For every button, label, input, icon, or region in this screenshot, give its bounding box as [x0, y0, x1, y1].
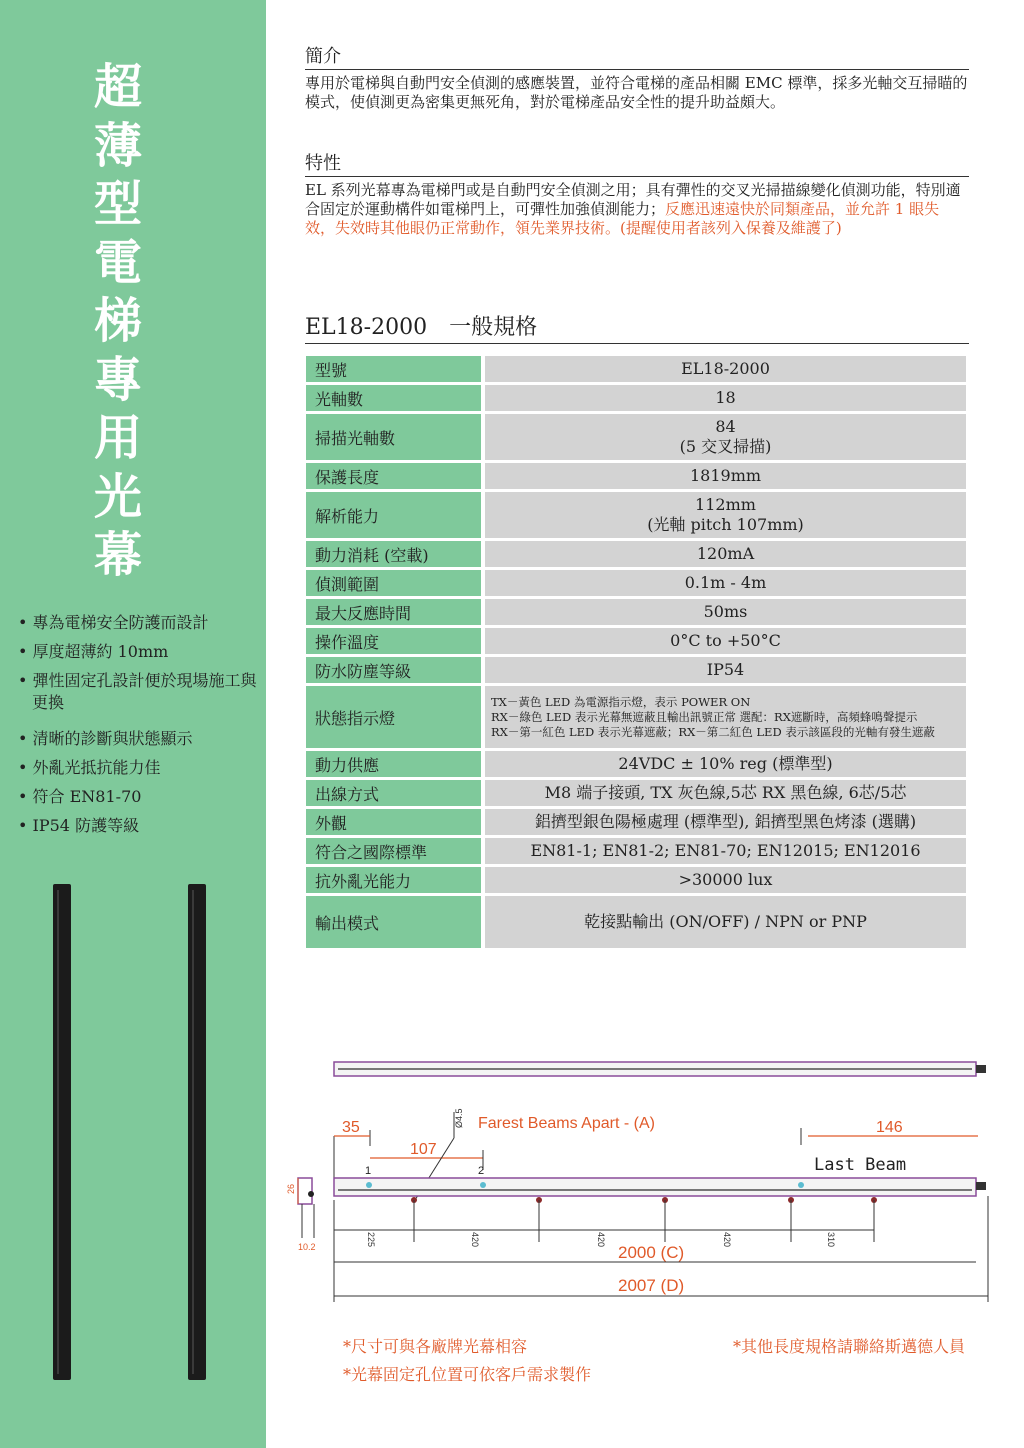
- spec-value: [485, 599, 966, 625]
- spec-value: [485, 867, 966, 893]
- spec-row: [306, 463, 966, 489]
- feature-item: • 彈性固定孔設計便於現場施工與更換: [18, 670, 258, 714]
- spec-heading: EL18-2000 一般規格: [305, 314, 969, 344]
- spec-label: 最大反應時間: [306, 599, 485, 625]
- title-char: 光: [93, 468, 142, 525]
- spec-value-line: 18: [715, 388, 736, 407]
- title-char: 型: [93, 176, 142, 232]
- light-curtain-rail-right: [188, 884, 206, 1380]
- title-char: 梯: [93, 293, 142, 349]
- spec-row: [306, 780, 966, 806]
- intro-body: 專用於電梯與自動門安全偵測的感應裝置，並符合電梯的產品相關 EMC 標準，採多光軸交互掃瞄的模式，使偵測更為密集更無死角，對於電梯產品安全性的提升助益頗大。: [305, 74, 968, 111]
- dim-107-label: 107: [410, 1141, 437, 1158]
- spec-value: [485, 751, 966, 777]
- title-char: 薄: [93, 117, 142, 174]
- spec-value-line: EL18-2000: [681, 359, 770, 378]
- spec-value-line: (光軸 pitch 107mm): [647, 515, 804, 534]
- feature-item: • IP54 防護等級: [18, 815, 258, 837]
- spec-row: [306, 385, 966, 411]
- spec-value-line: 乾接點輸出 (ON/OFF) / NPN or PNP: [584, 912, 867, 931]
- vertical-title: [88, 58, 148, 585]
- title-char: 電: [93, 234, 142, 291]
- spec-value: [485, 686, 966, 748]
- title-char: 用: [93, 410, 142, 466]
- features-body-normal: EL 系列光幕專為電梯門或是自動門安全偵測之用；具有彈性的交叉光掃描線變化偵測功能，特別適合固定於運動構件如電梯門上，可彈性加強偵測能力；: [305, 181, 961, 218]
- intro-section: [305, 46, 969, 112]
- length-d-label: 2007 (D): [618, 1276, 685, 1295]
- spec-value-line: 24VDC ± 10% reg (標準型): [618, 754, 833, 773]
- note-other-lengths: *其他長度規格請聯絡斯邁德人員: [733, 1337, 966, 1356]
- spec-value-line: 0°C to +50°C: [670, 631, 781, 650]
- spec-value-line: RX－第一紅色 LED 表示光幕遮蔽；RX－第二紅色 LED 表示該區段的光軸有發生遮蔽: [491, 724, 935, 739]
- spec-row: [306, 356, 966, 382]
- length-c-label: 2000 (C): [618, 1243, 685, 1262]
- spec-value: [485, 463, 966, 489]
- intro-heading: 簡介: [305, 46, 969, 70]
- dim-35-label: 35: [342, 1119, 360, 1136]
- spec-value: [485, 838, 966, 864]
- dimension-diagram: [280, 1050, 1000, 1310]
- spec-value-line: IP54: [706, 660, 745, 679]
- features-section: [305, 153, 969, 238]
- spec-label: 抗外亂光能力: [306, 867, 485, 893]
- dim-10-2-label: 10.2: [298, 1242, 316, 1252]
- spec-label: 狀態指示燈: [306, 686, 485, 748]
- hole-diameter-label: Ø4.5: [454, 1108, 464, 1128]
- spec-row: [306, 657, 966, 683]
- spec-row: [306, 414, 966, 460]
- spec-label: 動力供應: [306, 751, 485, 777]
- spec-row: [306, 867, 966, 893]
- spec-label: 操作溫度: [306, 628, 485, 654]
- title-char: 幕: [93, 527, 142, 583]
- spec-table: [306, 353, 966, 951]
- spec-label: 動力消耗 (空載): [306, 541, 485, 567]
- features-body: [305, 181, 969, 238]
- spec-row: [306, 751, 966, 777]
- spec-value: [485, 385, 966, 411]
- title-char: 超: [93, 59, 142, 115]
- spec-label: 掃描光軸數: [306, 414, 485, 460]
- spec-value-line: EN81-1; EN81-2; EN81-70; EN12015; EN12016: [530, 841, 921, 860]
- feature-list: [18, 612, 258, 844]
- features-body-red: 反應迅速遠快於同類產品，並允許 1 眼失效，失效時其他眼仍正常動作，領先業界技術。(提醒使用者該列入保養及維護了): [305, 200, 940, 237]
- spec-value-line: >30000 lux: [678, 870, 773, 889]
- spec-row: [306, 492, 966, 538]
- title-char: 專: [93, 351, 142, 408]
- feature-item: • 清晰的診斷與狀態顯示: [18, 728, 258, 750]
- spec-label: 防水防塵等級: [306, 657, 485, 683]
- segment-420a-label: 420: [470, 1232, 480, 1248]
- beam-2-label: 2: [478, 1165, 485, 1177]
- spec-value-line: 0.1m - 4m: [684, 573, 767, 592]
- spec-value-line: 50ms: [703, 602, 748, 621]
- spec-value-line: M8 端子接頭, TX 灰色線,5芯 RX 黑色線, 6芯/5芯: [544, 783, 907, 802]
- spec-row: [306, 570, 966, 596]
- last-beam-label: Last Beam: [814, 1155, 907, 1175]
- light-curtain-rail-left: [53, 884, 71, 1380]
- spec-row: [306, 838, 966, 864]
- spec-label: 出線方式: [306, 780, 485, 806]
- spec-row: [306, 686, 966, 748]
- spec-value-line: RX－綠色 LED 表示光幕無遮蔽且輸出訊號正常 選配：RX遮斷時，高頻蜂鳴聲提示: [491, 709, 918, 724]
- sidebar: [0, 0, 266, 1448]
- rail-side-view: [334, 1178, 976, 1196]
- segment-420b-label: 420: [596, 1232, 606, 1248]
- spec-value-line: 1819mm: [689, 466, 762, 485]
- spec-value: [485, 628, 966, 654]
- spec-label: 光軸數: [306, 385, 485, 411]
- note-compatible: *尺寸可與各廠牌光幕相容: [343, 1337, 528, 1356]
- dim-26-label: 26: [286, 1183, 296, 1194]
- farest-beams-label: Farest Beams Apart - (A): [478, 1115, 655, 1132]
- note-mounting-holes: *光幕固定孔位置可依客戶需求製作: [343, 1365, 592, 1384]
- spec-value: [485, 414, 966, 460]
- segment-420c-label: 420: [722, 1232, 732, 1248]
- spec-value: [485, 896, 966, 948]
- spec-section: [305, 314, 969, 344]
- feature-item: • 厚度超薄約 10mm: [18, 641, 258, 663]
- spec-value-line: 112mm: [695, 495, 756, 514]
- spec-label: 保護長度: [306, 463, 485, 489]
- spec-value-line: 鋁擠型銀色陽極處理 (標準型), 鋁擠型黑色烤漆 (選購): [534, 812, 917, 831]
- spec-label: 偵測範圍: [306, 570, 485, 596]
- spec-row: [306, 809, 966, 835]
- features-heading: 特性: [305, 153, 969, 177]
- spec-row: [306, 599, 966, 625]
- spec-value: [485, 492, 966, 538]
- spec-label: 外觀: [306, 809, 485, 835]
- spec-row: [306, 896, 966, 948]
- spec-label: 解析能力: [306, 492, 485, 538]
- spec-value: [485, 541, 966, 567]
- connector-top: [976, 1065, 986, 1073]
- spec-label: 符合之國際標準: [306, 838, 485, 864]
- spec-value-line: 120mA: [696, 544, 755, 563]
- spec-value-line: TX－黃色 LED 為電源指示燈，表示 POWER ON: [491, 694, 751, 709]
- feature-item: • 符合 EN81-70: [18, 786, 258, 808]
- beam-1-label: 1: [365, 1165, 372, 1177]
- spec-value: [485, 657, 966, 683]
- spec-row: [306, 628, 966, 654]
- dim-146-label: 146: [876, 1119, 903, 1136]
- spec-value: [485, 780, 966, 806]
- segment-310-label: 310: [826, 1232, 836, 1248]
- segment-225-label: 225: [366, 1232, 376, 1248]
- spec-value-line: 84: [715, 417, 736, 436]
- spec-row: [306, 541, 966, 567]
- spec-value-line: (5 交叉掃描): [679, 437, 772, 456]
- feature-item: • 專為電梯安全防護而設計: [18, 612, 258, 634]
- spec-label: 型號: [306, 356, 485, 382]
- spec-value: [485, 809, 966, 835]
- spec-label: 輸出模式: [306, 896, 485, 948]
- end-section-view: [298, 1178, 312, 1204]
- spec-value: [485, 356, 966, 382]
- feature-item: • 外亂光抵抗能力佳: [18, 757, 258, 779]
- spec-value: [485, 570, 966, 596]
